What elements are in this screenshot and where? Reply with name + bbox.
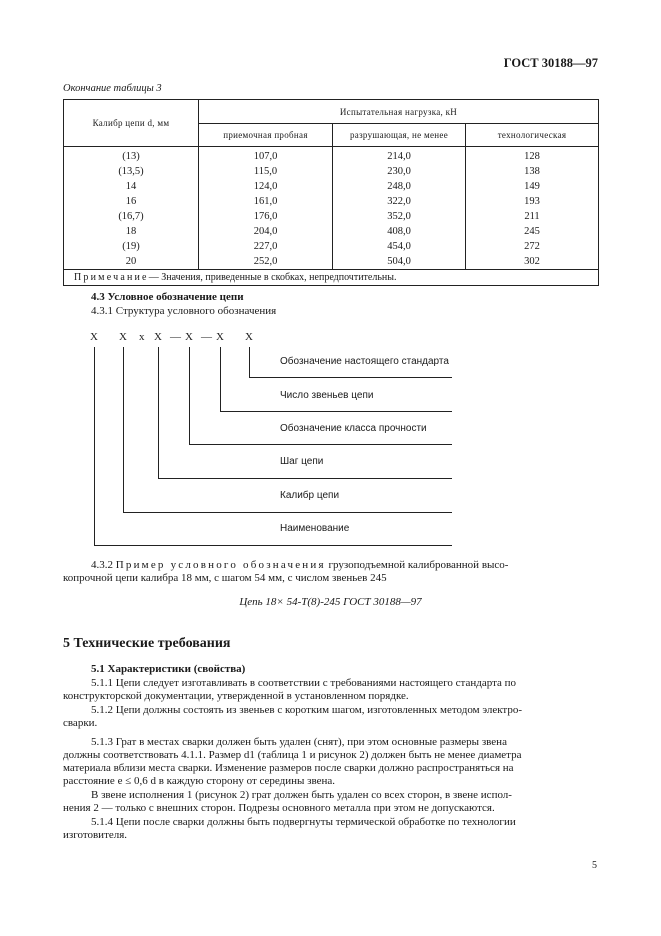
load-header: Испытательная нагрузка, кН <box>199 100 599 124</box>
table-cell: 230,0 <box>333 164 466 179</box>
table-cell: (19) <box>64 239 199 254</box>
section-4-3-1: 4.3.1 Структура условного обозначения <box>91 305 277 317</box>
table-cell: 204,0 <box>199 224 333 239</box>
table-cell: 138 <box>466 164 599 179</box>
table-note <box>64 270 599 286</box>
paragraph-4-3-2-line2: копрочной цепи калибра 18 мм, с шагом 54 мм, с числом звеньев 245 <box>63 572 387 584</box>
table-cell: 20 <box>64 254 199 270</box>
table-row <box>64 224 599 239</box>
diagram-connector <box>94 545 452 546</box>
diagram-connector <box>189 444 452 445</box>
paragraph-line: материала вблизи места сварки. Изменение размеров после сварки должно распространяться на <box>63 762 514 774</box>
paragraph-line: конструкторской документации, утвержденной в установленном порядке. <box>63 690 409 702</box>
table-row <box>64 179 599 194</box>
paragraph-number: 4.3.2 <box>91 559 113 571</box>
table-cell: 408,0 <box>333 224 466 239</box>
table-cell: 149 <box>466 179 599 194</box>
paragraph-line: 5.1.1 Цепи следует изготавливать в соответствии с требованиями настоящего стандарта по <box>91 677 517 689</box>
paragraph-line: нения 2 — только с внешних сторон. Подрезы основного металла при этом не допускаются. <box>63 802 495 814</box>
paragraph-line: изготовителя. <box>63 829 128 841</box>
table-row <box>64 164 599 179</box>
table-cell: 214,0 <box>333 147 466 165</box>
diagram-label: Калибр цепи <box>280 490 340 501</box>
paragraph-text: грузоподъемной калиброванной высо- <box>328 559 509 571</box>
diagram-connector <box>220 347 221 411</box>
paragraph-line: расстояние e ≤ 0,6 d в каждую сторону от середины звена. <box>63 775 336 787</box>
table-continuation-caption: Окончание таблицы 3 <box>63 83 162 94</box>
diagram-symbol: X <box>90 331 98 343</box>
table-cell: (16,7) <box>64 209 199 224</box>
paragraph-line: В звене исполнения 1 (рисунок 2) грат должен быть удален со всех сторон, в звене испол- <box>91 789 512 801</box>
note-label: Примечание <box>74 272 149 283</box>
table-cell: 124,0 <box>199 179 333 194</box>
diagram-connector <box>123 347 124 512</box>
table-note-row <box>64 270 599 286</box>
column-header: разрушающая, не менее <box>333 124 466 147</box>
diagram-connector <box>249 377 452 378</box>
diagram-label: Число звеньев цепи <box>280 390 374 401</box>
paragraph-line: 5.1.4 Цепи после сварки должны быть подвергнуты термической обработке по технологии <box>91 816 516 828</box>
section-5-1-title: 5.1 Характеристики (свойства) <box>91 663 246 675</box>
load-table <box>63 99 599 286</box>
table-row <box>64 239 599 254</box>
example-label: Пример условного обозначения <box>115 559 326 571</box>
diagram-symbol: X <box>154 331 162 343</box>
diagram-connector <box>249 347 250 377</box>
table-cell: 176,0 <box>199 209 333 224</box>
diagram-symbol: X <box>245 331 253 343</box>
table-cell: 161,0 <box>199 194 333 209</box>
diagram-connector <box>94 347 95 545</box>
table-cell: 227,0 <box>199 239 333 254</box>
column-header: приемочная пробная <box>199 124 333 147</box>
table-cell: 211 <box>466 209 599 224</box>
paragraph-line: 5.1.3 Грат в местах сварки должен быть удален (снят), при этом основные размеры звена <box>91 736 507 748</box>
designation-example: Цепь 18× 54-Т(8)-245 ГОСТ 30188—97 <box>239 596 422 608</box>
diagram-connector <box>158 347 159 478</box>
table-cell: 504,0 <box>333 254 466 270</box>
diagram-label: Шаг цепи <box>280 456 324 467</box>
caliber-header: Калибр цепи d, мм <box>64 100 199 147</box>
table-cell: 322,0 <box>333 194 466 209</box>
paragraph-line: сварки. <box>63 717 98 729</box>
section-4-3-title: 4.3 Условное обозначение цепи <box>91 291 244 303</box>
note-text: — Значения, приведенные в скобках, непредпочтительны. <box>148 272 397 283</box>
paragraph-line: должны соответствовать 4.1.1. Размер d1 (таблица 1 и рисунок 2) должен быть не менее диаметра <box>63 749 522 761</box>
table-cell: 248,0 <box>333 179 466 194</box>
table-row <box>64 209 599 224</box>
diagram-symbol: X <box>119 331 127 343</box>
table-cell: 352,0 <box>333 209 466 224</box>
table-row <box>64 254 599 270</box>
section-5-title: 5 Технические требования <box>63 636 231 651</box>
table-cell: 115,0 <box>199 164 333 179</box>
table-cell: 302 <box>466 254 599 270</box>
paragraph-line: 5.1.2 Цепи должны состоять из звеньев с коротким шагом, изготовленных методом электро- <box>91 704 523 716</box>
diagram-symbol: X <box>185 331 193 343</box>
table-row <box>64 147 599 165</box>
diagram-label: Обозначение класса прочности <box>280 423 427 434</box>
document-header: ГОСТ 30188—97 <box>503 56 598 70</box>
table-cell: 16 <box>64 194 199 209</box>
table-cell: 252,0 <box>199 254 333 270</box>
diagram-label: Наименование <box>280 523 350 534</box>
diagram-symbol: — <box>201 331 212 343</box>
table-row <box>64 194 599 209</box>
paragraph-4-3-2 <box>91 559 599 571</box>
table-cell: (13,5) <box>64 164 199 179</box>
page-number: 5 <box>592 860 597 871</box>
table-cell: 107,0 <box>199 147 333 165</box>
diagram-connector <box>189 347 190 444</box>
diagram-connector <box>158 478 452 479</box>
table-cell: 14 <box>64 179 199 194</box>
diagram-connector <box>123 512 452 513</box>
table-cell: 18 <box>64 224 199 239</box>
table-cell: 245 <box>466 224 599 239</box>
table-cell: 193 <box>466 194 599 209</box>
table-cell: 272 <box>466 239 599 254</box>
diagram-symbol: X <box>216 331 224 343</box>
table-cell: 128 <box>466 147 599 165</box>
table-cell: (13) <box>64 147 199 165</box>
diagram-connector <box>220 411 452 412</box>
diagram-symbol: — <box>170 331 181 343</box>
diagram-label: Обозначение настоящего стандарта <box>280 356 449 367</box>
diagram-symbol: x <box>139 331 145 343</box>
column-header: технологическая <box>466 124 599 147</box>
table-cell: 454,0 <box>333 239 466 254</box>
